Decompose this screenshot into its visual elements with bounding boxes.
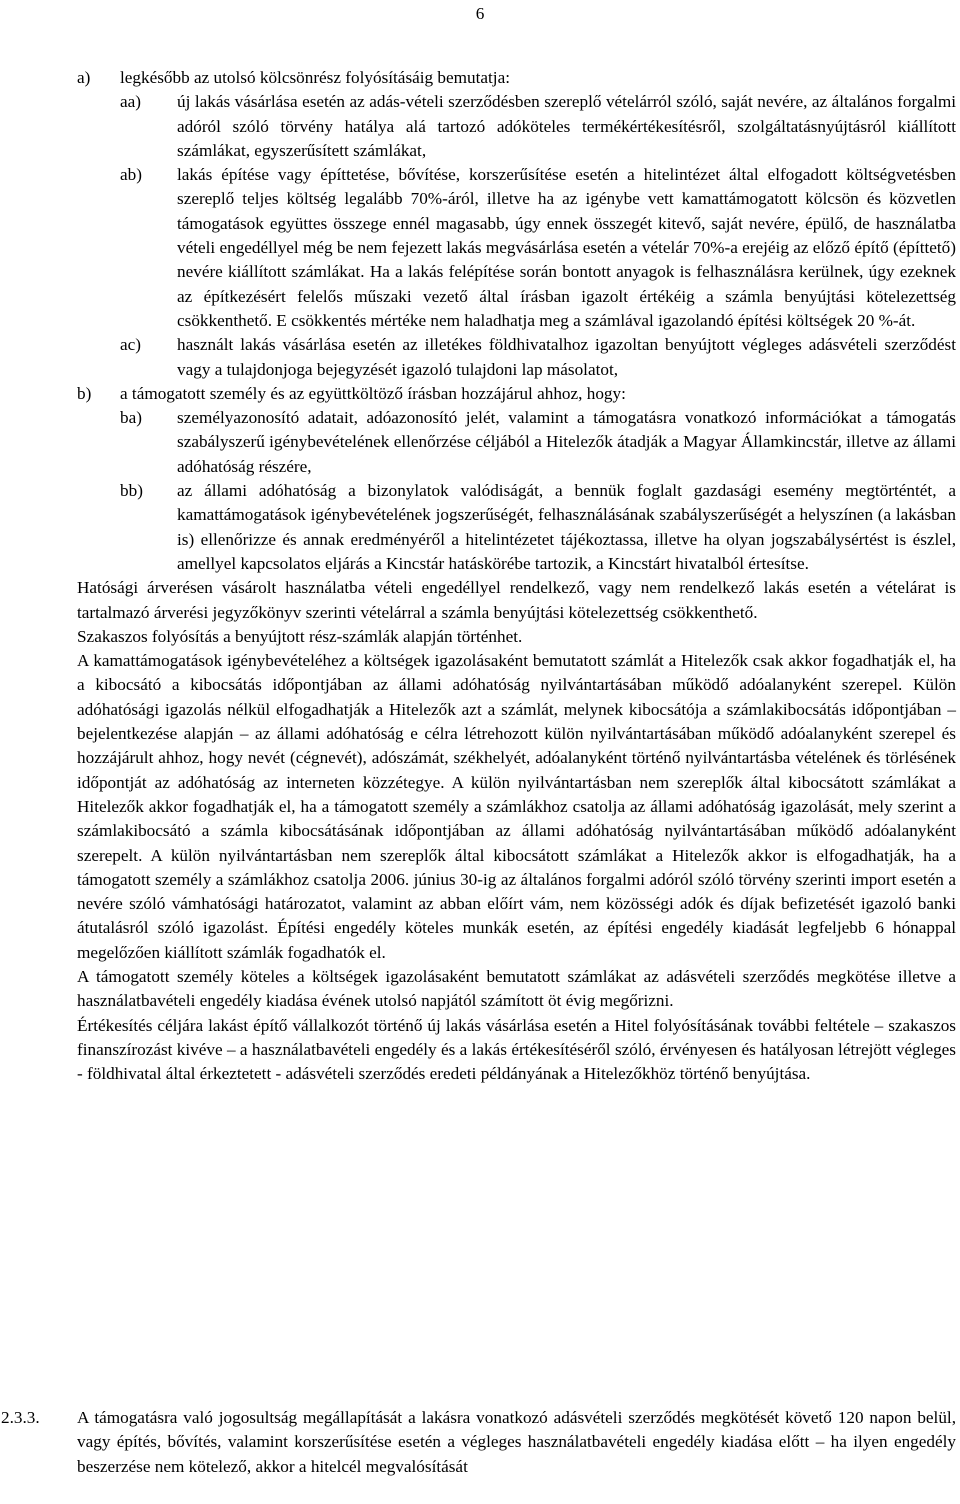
list-label: ac) [120, 335, 141, 355]
paragraph-auction: Hatósági árverésen vásárolt használatba vételi engedéllyel rendelkező, vagy nem rendelkező lakás esetén a vételárat is tartalmazó árverési jegyzőkönyv szerinti vételárral a számla benyújtási kötelezettség csökkenthető. [77, 578, 956, 622]
paragraph-retention: A támogatott személy köteles a költségek igazolásaként bemutatott számlákat az adásvételi szerződés megkötése illetve a használatbavételi engedély kiadása évének utolsó napjától számított öt évig megőrizni. [77, 966, 956, 1011]
list-item-b [77, 382, 956, 406]
list-label: ba) [120, 408, 142, 428]
section-number: 2.3.3. [1, 1408, 40, 1427]
paragraph-staged-disbursement: Szakaszos folyósítás a benyújtott rész-számlák alapján történhet. [77, 626, 523, 646]
paragraph-invoice-acceptance: A kamattámogatások igénybevételéhez a költségek igazolásaként bemutatott számlát a Hitelezők csak akkor fogadhatják el, ha a kibocsátó a kibocsátás időpontjában az állami adóhatóság nyilvántartásában működő adóalanyként szerepel. Külön adóhatósági igazolás nélkül elfogadhatják a Hitelezők azt a számlát, melynek kibocsátója a számlakibocsátás időpontjában – bejelentkezése alapján – az állami adóhatóság e célra létrehozott külön nyilvántartásában működő adóalanyként szerepel és hozzájárult ahhoz, hogy nevét (cégnevét), adószámát, székhelyét, adóalanyként történő nyilvántartásba vételének és törlésének időpontját az adóhatóság az interneten közzétegye. A külön nyilvántartásban nem szereplők által kibocsátott számlákat a Hitelezők akkor fogadhatják el, ha a támogatott személy a számlákhoz csatolja az állami adóhatóság igazolását, mely szerint a számlakibocsátó a számla kibocsátásának időpontjában az állami adóhatóság nyilvántartásában működő adóalanyként szerepelt. A külön nyilvántartásban nem szereplők által kibocsátott számlákat a Hitelezők akkor is elfogadhatják, ha a támogatott személy a számlákhoz csatolja 2006. június 30-ig az általános forgalmi adóról szóló törvény szerinti import esetén a nevére szóló vámhatósági határozatot, valamint az abban előírt vám, nem közösségi adók és díjak befizetését igazoló banki átutalásról szóló igazolást. Építési engedély köteles munkák esetén, az építési engedély kiadását legfeljebb 6 hónappal megelőzően kiállított számlák fogadhatók el. [77, 651, 956, 962]
list-text: lakás építése vagy építtetése, bővítése, korszerűsítése esetén a hitelintézet által elfogadott költségvetésben szereplő teljes költség legalább 70%-áról, illetve ha az igénybe vett kamattámogatott kölcsön és közvetlen támogatások együttes összege ennél magasabb, úgy ennek összegét kitevő, saját nevére, épülő, de használatba vételi engedéllyel még be nem fejezett lakás megvásárlása esetén a vételár 70%-a erejéig az előző építő (építtető) nevére kiállított számlákat. Ha a lakás felépítése során bontott anyagok is felhasználásra kerülnek, úgy ezeknek az építkezésért felelős műszaki vezető által írásban igazolt értékéig a számla benyújtási kötelezettség csökkenthető. E csökkentés mértéke nem haladhatja meg a számlával igazolandó építési költségek 20 %-át. [177, 165, 956, 330]
document-body [77, 66, 956, 1086]
list-label: a) [77, 68, 91, 87]
page-number: 6 [475, 4, 485, 23]
list-label: ab) [120, 165, 142, 185]
list-label: b) [77, 383, 92, 403]
list-item-a [77, 66, 956, 90]
list-text: használt lakás vásárlása esetén az illetékes földhivatalhoz igazoltan benyújtott végleges adásvételi szerződést vagy a tulajdonjoga bejegyzését igazoló tulajdoni lap másolatot, [177, 335, 956, 379]
section-text: A támogatásra való jogosultság megállapítását a lakásra vonatkozó adásvételi szerződés megkötését követő 120 napon belül, vagy építés, bővítés, valamint korszerűsítése esetén a végleges használatbavételi engedély kiadása előtt – ha ilyen engedély beszerzése nem kötelező, akkor a hitelcél megvalósítását [77, 1408, 956, 1476]
paragraph-sale-condition: Értékesítés céljára lakást építő vállalkozót történő új lakás vásárlása esetén a Hitel folyósításának további feltétele – szakaszos finanszírozást kivéve – a használatbavételi engedély és a lakás értékesítéséről szóló, érvényesen és hatályosan létrejött végleges - földhivatal által érkeztetett - adásvételi szerződés eredeti példányának a Hitelezőkhöz történő benyújtása. [77, 1015, 956, 1084]
list-item-ab [120, 163, 956, 333]
list-item-ac [120, 333, 956, 382]
list-text: személyazonosító adatait, adóazonosító jelét, valamint a támogatásra vonatkozó információkat a támogatás szabályszerű igénybevételének ellenőrzése céljából a Hitelezők átadják a Magyar Államkincstár, illetve az állami adóhatóság részére, [177, 408, 956, 476]
list-text: új lakás vásárlása esetén az adás-vételi szerződésben szereplő vételárról szóló, saját nevére, az általános forgalmi adóról szóló törvény hatálya alá tartozó adóköteles termékértékesítésről, szolgáltatásnyújtásról kiállított számlákat, egyszerűsített számlákat, [177, 92, 956, 160]
list-item-aa [120, 90, 956, 163]
list-text: legkésőbb az utolsó kölcsönrész folyósításáig bemutatja: [120, 68, 510, 87]
list-text: a támogatott személy és az együttköltöző írásban hozzájárul ahhoz, hogy: [120, 383, 626, 403]
list-label: aa) [120, 92, 141, 112]
list-text: az állami adóhatóság a bizonylatok valódiságát, a bennük foglalt gazdasági esemény megtörténtét, a kamattámogatások igénybevételének jogszerűségét, felhasználásának szabályszerűségét a helyszínen (a lakásban is) ellenőrizze és annak eredményéről a hitelintézetet tájékoztassa, illetve ha olyan jogszabálysértést is észlel, amellyel kapcsolatos eljárás a Kincstár hatáskörébe tartozik, a Kincstárt hivatalból értesítse. [177, 481, 956, 573]
list-item-bb [120, 479, 956, 576]
section-2-3-3 [0, 1406, 956, 1479]
list-label: bb) [120, 481, 143, 501]
list-item-ba [120, 406, 956, 479]
